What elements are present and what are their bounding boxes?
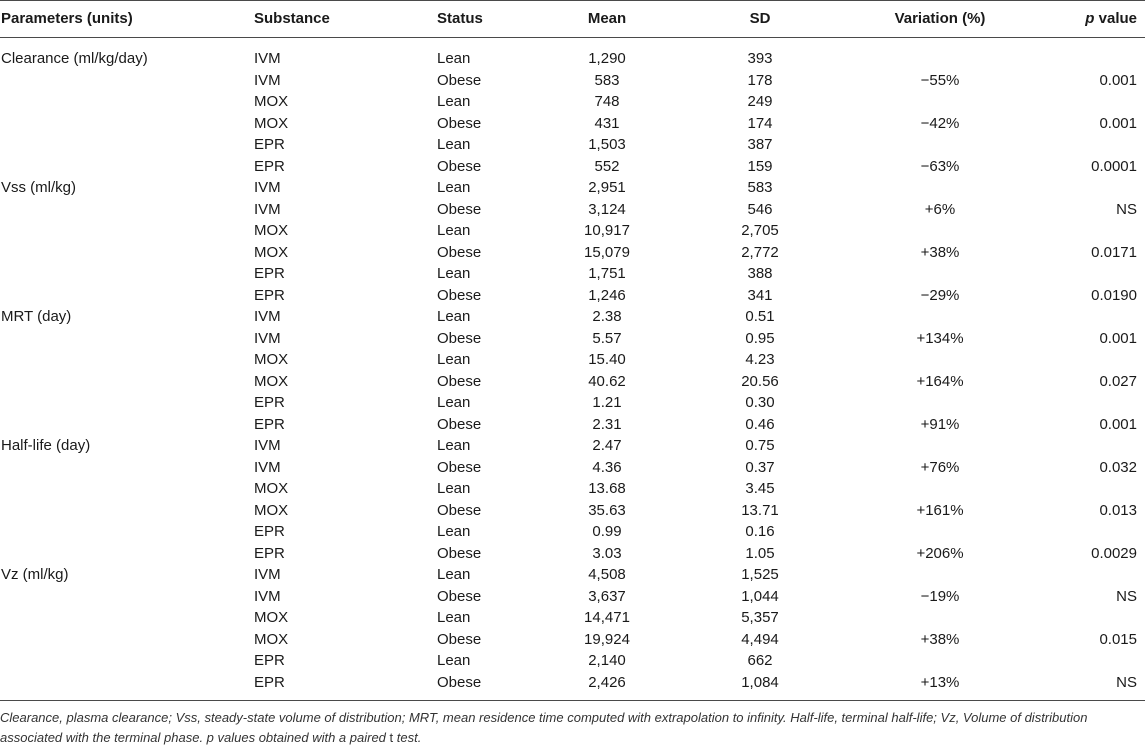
cell-sd: 1,084 xyxy=(741,673,779,691)
cell-mean: 552 xyxy=(594,157,620,175)
table-row xyxy=(0,521,1145,543)
cell-status: Obese xyxy=(437,372,482,390)
cell-substance: MOX xyxy=(254,630,289,648)
table-row xyxy=(0,113,1145,135)
cell-p-value: NS xyxy=(1116,587,1137,605)
cell-status: Lean xyxy=(437,50,471,67)
cell-mean: 14,471 xyxy=(584,609,630,626)
cell-sd: 13.71 xyxy=(741,501,779,519)
cell-mean: 1,751 xyxy=(588,265,626,282)
cell-status: Obese xyxy=(437,114,482,132)
cell-substance: MOX xyxy=(254,114,289,132)
table-row xyxy=(0,91,1145,113)
cell-sd: 341 xyxy=(747,286,773,304)
cell-substance: IVM xyxy=(254,437,281,454)
cell-substance: EPR xyxy=(254,157,285,175)
cell-status: Lean xyxy=(437,652,471,669)
cell-status: Lean xyxy=(437,136,471,153)
cell-sd: 1.05 xyxy=(745,544,775,562)
cell-status: Lean xyxy=(437,566,471,583)
table-row xyxy=(0,650,1145,672)
cell-substance: EPR xyxy=(254,286,285,304)
header-parameters: Parameters (units) xyxy=(1,10,133,27)
cell-mean: 15,079 xyxy=(584,243,630,261)
footnote-text: Clearance, plasma clearance; Vss, steady-state volume of distribution; MRT, mean residence time computed with extrapolation to infinity. Half-life, terminal half-life; Vz, Volume of distribution associated with the terminal phase. p values obtained with a paired xyxy=(0,710,1088,745)
cell-p-value: 0.0190 xyxy=(1091,286,1137,304)
cell-mean: 2.47 xyxy=(592,437,622,454)
cell-status: Lean xyxy=(437,394,471,411)
header-p-rest: value xyxy=(1094,10,1137,27)
cell-sd: 4.23 xyxy=(745,351,775,368)
footnote-text-end: test. xyxy=(393,730,422,745)
cell-p-value: NS xyxy=(1116,673,1137,691)
cell-substance: EPR xyxy=(254,265,285,282)
cell-p-value: 0.001 xyxy=(1099,114,1137,132)
cell-sd: 0.30 xyxy=(745,394,775,411)
cell-status: Lean xyxy=(437,265,471,282)
table-row xyxy=(0,48,1145,70)
table-row xyxy=(0,285,1145,307)
cell-mean: 1,503 xyxy=(588,136,626,153)
cell-status: Obese xyxy=(437,501,482,519)
cell-substance: IVM xyxy=(254,458,281,476)
cell-status: Obese xyxy=(437,286,482,304)
table-row xyxy=(0,457,1145,479)
cell-mean: 19,924 xyxy=(584,630,630,648)
table-row xyxy=(0,177,1145,199)
table-row xyxy=(0,263,1145,285)
cell-sd: 20.56 xyxy=(741,372,779,390)
cell-substance: EPR xyxy=(254,544,285,562)
cell-sd: 174 xyxy=(747,114,773,132)
cell-sd: 0.75 xyxy=(745,437,775,454)
cell-status: Obese xyxy=(437,329,482,347)
cell-substance: IVM xyxy=(254,329,281,347)
cell-substance: IVM xyxy=(254,308,281,325)
cell-p-value: 0.001 xyxy=(1099,71,1137,89)
table-row xyxy=(0,220,1145,242)
cell-variation: +38% xyxy=(920,630,960,648)
table-row xyxy=(0,672,1145,694)
header-mean: Mean xyxy=(587,10,627,27)
cell-status: Obese xyxy=(437,71,482,89)
cell-sd: 0.37 xyxy=(745,458,775,476)
cell-mean: 1,290 xyxy=(588,50,626,67)
cell-substance: EPR xyxy=(254,136,285,153)
cell-sd: 0.16 xyxy=(745,523,775,540)
cell-substance: EPR xyxy=(254,673,285,691)
cell-sd: 159 xyxy=(747,157,773,175)
cell-substance: MOX xyxy=(254,501,289,519)
cell-substance: MOX xyxy=(254,351,289,368)
cell-status: Obese xyxy=(437,157,482,175)
cell-status: Obese xyxy=(437,673,482,691)
cell-variation: +206% xyxy=(916,544,964,562)
table-row xyxy=(0,435,1145,457)
cell-status: Obese xyxy=(437,544,482,562)
cell-p-value: NS xyxy=(1116,200,1137,218)
table-row xyxy=(0,328,1145,350)
cell-substance: IVM xyxy=(254,566,281,583)
cell-mean: 2,140 xyxy=(588,652,626,669)
cell-mean: 0.99 xyxy=(592,523,622,540)
cell-sd: 388 xyxy=(747,265,773,282)
cell-mean: 2.31 xyxy=(592,415,622,433)
cell-status: Lean xyxy=(437,308,471,325)
cell-variation: −42% xyxy=(920,114,960,132)
cell-sd: 583 xyxy=(747,179,773,196)
cell-mean: 5.57 xyxy=(592,329,622,347)
cell-mean: 3,124 xyxy=(588,200,626,218)
cell-mean: 4,508 xyxy=(588,566,626,583)
table-row xyxy=(0,564,1145,586)
cell-parameter: MRT (day) xyxy=(1,308,72,325)
cell-p-value: 0.027 xyxy=(1099,372,1137,390)
cell-substance: MOX xyxy=(254,372,289,390)
header-substance: Substance xyxy=(254,10,330,27)
cell-mean: 2.38 xyxy=(592,308,622,325)
cell-p-value: 0.0029 xyxy=(1091,544,1137,562)
table-row xyxy=(0,349,1145,371)
table-row xyxy=(0,543,1145,565)
cell-variation: +38% xyxy=(920,243,960,261)
table-row xyxy=(0,607,1145,629)
cell-variation: +164% xyxy=(916,372,964,390)
table-row xyxy=(0,500,1145,522)
cell-substance: MOX xyxy=(254,93,289,110)
cell-parameter: Half-life (day) xyxy=(1,437,91,454)
cell-status: Lean xyxy=(437,437,471,454)
header-rule xyxy=(0,37,1145,38)
cell-substance: EPR xyxy=(254,523,285,540)
table-row xyxy=(0,242,1145,264)
cell-parameter: Vz (ml/kg) xyxy=(1,566,69,583)
cell-mean: 2,951 xyxy=(588,179,626,196)
cell-status: Lean xyxy=(437,523,471,540)
cell-variation: +6% xyxy=(924,200,956,218)
cell-mean: 10,917 xyxy=(584,222,630,239)
cell-status: Obese xyxy=(437,630,482,648)
cell-substance: MOX xyxy=(254,243,289,261)
cell-parameter: Clearance (ml/kg/day) xyxy=(1,50,148,67)
cell-sd: 2,705 xyxy=(741,222,779,239)
cell-sd: 5,357 xyxy=(741,609,779,626)
cell-p-value: 0.013 xyxy=(1099,501,1137,519)
header-status: Status xyxy=(437,10,483,27)
cell-status: Lean xyxy=(437,179,471,196)
cell-substance: IVM xyxy=(254,71,281,89)
cell-variation: +161% xyxy=(916,501,964,519)
cell-p-value: 0.001 xyxy=(1099,415,1137,433)
cell-status: Lean xyxy=(437,93,471,110)
cell-status: Obese xyxy=(437,458,482,476)
cell-substance: IVM xyxy=(254,50,281,67)
table-row xyxy=(0,414,1145,436)
cell-substance: MOX xyxy=(254,222,289,239)
cell-p-value: 0.0001 xyxy=(1091,157,1137,175)
cell-mean: 3,637 xyxy=(588,587,626,605)
cell-substance: MOX xyxy=(254,480,289,497)
table-row xyxy=(0,629,1145,651)
table-body xyxy=(0,48,1145,693)
cell-variation: −19% xyxy=(920,587,960,605)
cell-status: Lean xyxy=(437,351,471,368)
cell-variation: +13% xyxy=(920,673,960,691)
table-row xyxy=(0,586,1145,608)
cell-mean: 2,426 xyxy=(588,673,626,691)
cell-mean: 40.62 xyxy=(588,372,626,390)
cell-variation: −29% xyxy=(920,286,960,304)
cell-variation: +76% xyxy=(920,458,960,476)
cell-status: Obese xyxy=(437,200,482,218)
header-sd: SD xyxy=(749,10,771,27)
cell-sd: 1,525 xyxy=(741,566,779,583)
header-variation: Variation (%) xyxy=(894,10,986,27)
cell-sd: 0.46 xyxy=(745,415,775,433)
cell-substance: EPR xyxy=(254,652,285,669)
cell-variation: +134% xyxy=(916,329,964,347)
cell-substance: IVM xyxy=(254,200,281,218)
cell-p-value: 0.0171 xyxy=(1091,243,1137,261)
cell-sd: 0.51 xyxy=(745,308,775,325)
cell-mean: 3.03 xyxy=(592,544,622,562)
header-p-value xyxy=(1085,0,1137,37)
cell-mean: 13.68 xyxy=(588,480,626,497)
cell-sd: 178 xyxy=(747,71,773,89)
cell-sd: 393 xyxy=(747,50,773,67)
cell-status: Lean xyxy=(437,222,471,239)
cell-sd: 4,494 xyxy=(741,630,779,648)
cell-mean: 748 xyxy=(594,93,620,110)
cell-substance: IVM xyxy=(254,179,281,196)
cell-variation: −55% xyxy=(920,71,960,89)
cell-status: Obese xyxy=(437,415,482,433)
cell-sd: 662 xyxy=(747,652,773,669)
cell-sd: 0.95 xyxy=(745,329,775,347)
cell-status: Lean xyxy=(437,480,471,497)
table-row xyxy=(0,199,1145,221)
cell-p-value: 0.032 xyxy=(1099,458,1137,476)
cell-status: Lean xyxy=(437,609,471,626)
footnote-t-letter: t xyxy=(389,730,394,745)
table-row xyxy=(0,306,1145,328)
cell-parameter: Vss (ml/kg) xyxy=(1,179,76,196)
table-row xyxy=(0,70,1145,92)
table-row xyxy=(0,156,1145,178)
cell-sd: 546 xyxy=(747,200,773,218)
header-p-letter: p xyxy=(1085,10,1095,27)
cell-mean: 583 xyxy=(594,71,620,89)
cell-sd: 1,044 xyxy=(741,587,779,605)
cell-sd: 3.45 xyxy=(745,480,775,497)
cell-p-value: 0.001 xyxy=(1099,329,1137,347)
cell-mean: 15.40 xyxy=(588,351,626,368)
cell-variation: −63% xyxy=(920,157,960,175)
cell-status: Obese xyxy=(437,587,482,605)
bottom-rule xyxy=(0,700,1145,701)
table-row xyxy=(0,392,1145,414)
table-row xyxy=(0,478,1145,500)
cell-mean: 4.36 xyxy=(592,458,622,476)
cell-p-value: 0.015 xyxy=(1099,630,1137,648)
cell-variation: +91% xyxy=(920,415,960,433)
cell-mean: 35.63 xyxy=(588,501,626,519)
cell-mean: 1,246 xyxy=(588,286,626,304)
cell-sd: 249 xyxy=(747,93,773,110)
table-row xyxy=(0,371,1145,393)
cell-status: Obese xyxy=(437,243,482,261)
cell-mean: 431 xyxy=(594,114,620,132)
cell-substance: MOX xyxy=(254,609,289,626)
table-footnote xyxy=(0,708,1140,748)
cell-substance: EPR xyxy=(254,394,285,411)
cell-substance: IVM xyxy=(254,587,281,605)
table-row xyxy=(0,134,1145,156)
cell-mean: 1.21 xyxy=(592,394,622,411)
cell-sd: 2,772 xyxy=(741,243,779,261)
cell-sd: 387 xyxy=(747,136,773,153)
cell-substance: EPR xyxy=(254,415,285,433)
